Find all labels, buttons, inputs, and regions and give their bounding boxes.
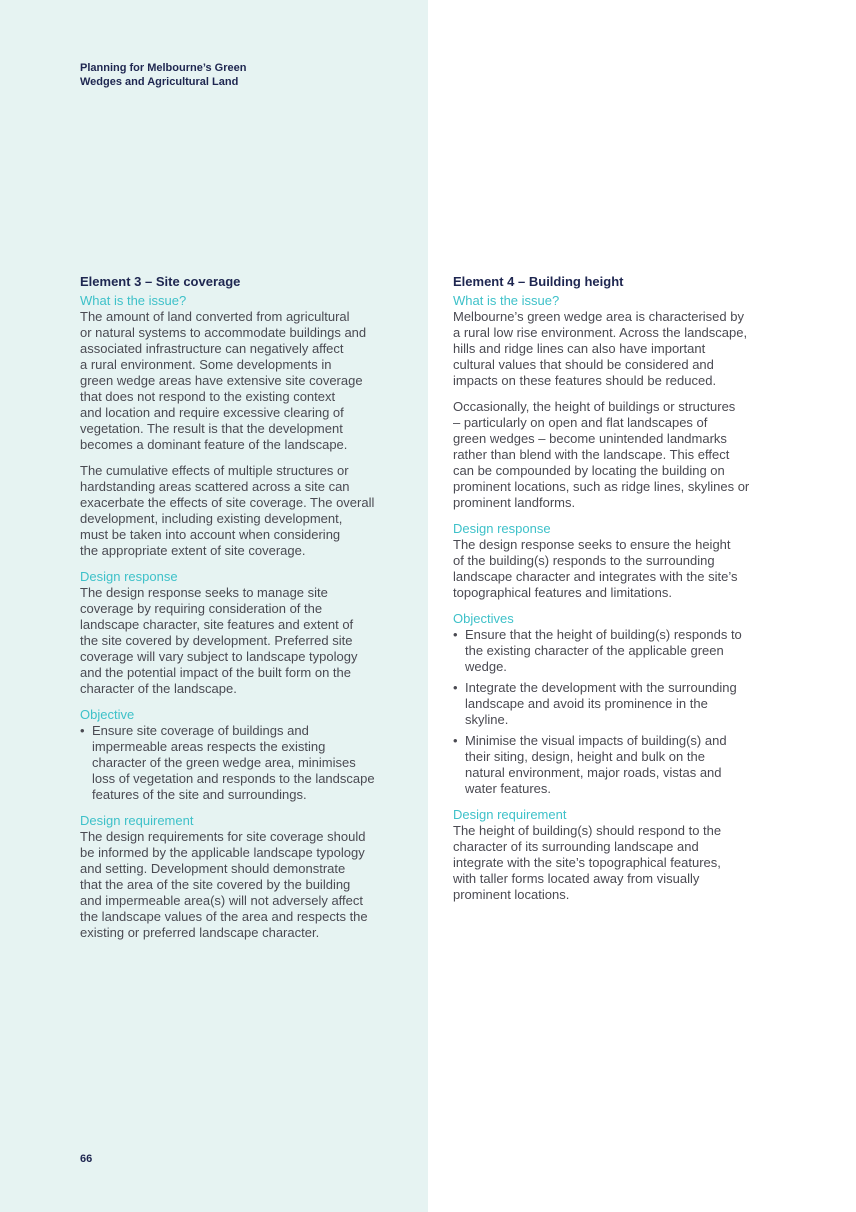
text-line: The design response seeks to ensure the height (453, 537, 731, 552)
text-line: Occasionally, the height of buildings or structures (453, 399, 736, 414)
bullet-list (453, 627, 783, 797)
bullet-list (80, 723, 410, 803)
content-section (80, 707, 410, 803)
content-section (453, 611, 783, 797)
content-section (80, 813, 410, 941)
text-line: skyline. (465, 712, 509, 727)
content-section (453, 293, 783, 511)
text-line: Integrate the development with the surrounding (465, 680, 737, 695)
bullet-item (453, 627, 783, 675)
text-line: coverage by requiring consideration of the (80, 601, 323, 616)
text-line: and setting. Development should demonstrate (80, 861, 346, 876)
text-line: rather than blend with the landscape. This effect (453, 447, 730, 462)
text-line: landscape character, site features and extent of (80, 617, 354, 632)
text-line: the appropriate extent of site coverage. (80, 543, 306, 558)
bullet-dot-icon: • (80, 723, 85, 738)
bullet-item (453, 680, 783, 728)
text-line: a rural low rise environment. Across the landscape, (453, 325, 748, 340)
text-line: The design response seeks to manage site (80, 585, 328, 600)
text-line: loss of vegetation and responds to the landscape (92, 771, 375, 786)
text-line: exacerbate the effects of site coverage. The overall (80, 495, 375, 510)
text-line: the site covered by development. Preferred site (80, 633, 353, 648)
section-heading: Design response (80, 569, 178, 584)
text-line: prominent locations, such as ridge lines, skylines or (453, 479, 750, 494)
text-line: a rural environment. Some developments in (80, 357, 332, 372)
text-line: Minimise the visual impacts of building(s) and (465, 733, 727, 748)
text-line: – particularly on open and flat landscapes of (453, 415, 708, 430)
text-line: and location and require excessive clearing of (80, 405, 344, 420)
text-line: the existing character of the applicable green (465, 643, 724, 658)
section-heading: Design response (453, 521, 551, 536)
body-paragraph (80, 309, 410, 453)
section-heading: What is the issue? (80, 293, 187, 308)
text-line: their siting, design, height and bulk on the (465, 749, 705, 764)
right-column (453, 273, 783, 903)
body-paragraph (80, 585, 410, 697)
text-line: natural environment, major roads, vistas and (465, 765, 722, 780)
body-paragraph (453, 309, 783, 389)
text-line: Melbourne’s green wedge area is characterised by (453, 309, 744, 324)
text-line: hills and ridge lines can also have important (453, 341, 706, 356)
text-line: of the building(s) responds to the surrounding (453, 553, 715, 568)
section-heading: Design requirement (453, 807, 567, 822)
section-heading: Design requirement (80, 813, 194, 828)
bullet-dot-icon: • (453, 733, 458, 748)
text-line: character of the green wedge area, minimises (92, 755, 356, 770)
text-line: development, including existing development, (80, 511, 343, 526)
text-line: topographical features and limitations. (453, 585, 672, 600)
text-line: green wedges – become unintended landmarks (453, 431, 727, 446)
text-line: The amount of land converted from agricultural (80, 309, 350, 324)
text-line: landscape and avoid its prominence in the (465, 696, 708, 711)
text-line: or natural systems to accommodate buildings and (80, 325, 367, 340)
text-line: that does not respond to the existing context (80, 389, 336, 404)
text-line: Ensure site coverage of buildings and (92, 723, 309, 738)
document-header (80, 61, 300, 89)
text-line: vegetation. The result is that the development (80, 421, 343, 436)
body-paragraph (80, 829, 410, 941)
element-title: Element 4 – Building height (453, 274, 624, 289)
text-line: be informed by the applicable landscape typology (80, 845, 365, 860)
text-line: The design requirements for site coverage should (80, 829, 366, 844)
text-line: associated infrastructure can negatively affect (80, 341, 344, 356)
content-section (453, 521, 783, 601)
text-line: cultural values that should be considered and (453, 357, 714, 372)
text-line: prominent locations. (453, 887, 570, 902)
text-line: wedge. (465, 659, 507, 674)
text-line: prominent landforms. (453, 495, 576, 510)
content-section (80, 293, 410, 559)
text-line: the landscape values of the area and respects the (80, 909, 368, 924)
bullet-dot-icon: • (453, 680, 458, 695)
text-line: and the potential impact of the built form on the (80, 665, 352, 680)
text-line: with taller forms located away from visually (453, 871, 700, 886)
content-section (453, 807, 783, 903)
text-line: The height of building(s) should respond to the (453, 823, 722, 838)
text-line: and impermeable area(s) will not adversely affect (80, 893, 364, 908)
bullet-item (80, 723, 410, 803)
text-line: character of the landscape. (80, 681, 237, 696)
text-line: landscape character and integrates with the site’s (453, 569, 738, 584)
text-line: that the area of the site covered by the building (80, 877, 351, 892)
text-line: The cumulative effects of multiple structures or (80, 463, 349, 478)
bullet-dot-icon: • (453, 627, 458, 642)
text-line: integrate with the site’s topographical features, (453, 855, 721, 870)
body-paragraph (453, 823, 783, 903)
section-heading: What is the issue? (453, 293, 560, 308)
text-line: water features. (465, 781, 551, 796)
text-line: Ensure that the height of building(s) responds to (465, 627, 742, 642)
page-number: 66 (80, 1153, 93, 1165)
text-line: hardstanding areas scattered across a site can (80, 479, 350, 494)
section-heading: Objectives (453, 611, 514, 626)
body-paragraph (453, 399, 783, 511)
content-section (80, 569, 410, 697)
text-line: features of the site and surroundings. (92, 787, 307, 802)
text-line: impacts on these features should be reduced. (453, 373, 717, 388)
body-paragraph (80, 463, 410, 559)
header-title-line: Wedges and Agricultural Land (80, 76, 239, 88)
section-heading: Objective (80, 707, 135, 722)
header-title-line: Planning for Melbourne’s Green (80, 62, 247, 74)
text-line: coverage will vary subject to landscape typology (80, 649, 358, 664)
text-line: must be taken into account when considering (80, 527, 341, 542)
text-line: green wedge areas have extensive site coverage (80, 373, 363, 388)
text-line: character of its surrounding landscape and (453, 839, 699, 854)
element-title: Element 3 – Site coverage (80, 274, 241, 289)
left-column (80, 273, 410, 941)
body-paragraph (453, 537, 783, 601)
text-line: existing or preferred landscape character. (80, 925, 320, 940)
bullet-item (453, 733, 783, 797)
text-line: can be compounded by locating the building on (453, 463, 725, 478)
text-line: impermeable areas respects the existing (92, 739, 326, 754)
text-line: becomes a dominant feature of the landscape. (80, 437, 348, 452)
